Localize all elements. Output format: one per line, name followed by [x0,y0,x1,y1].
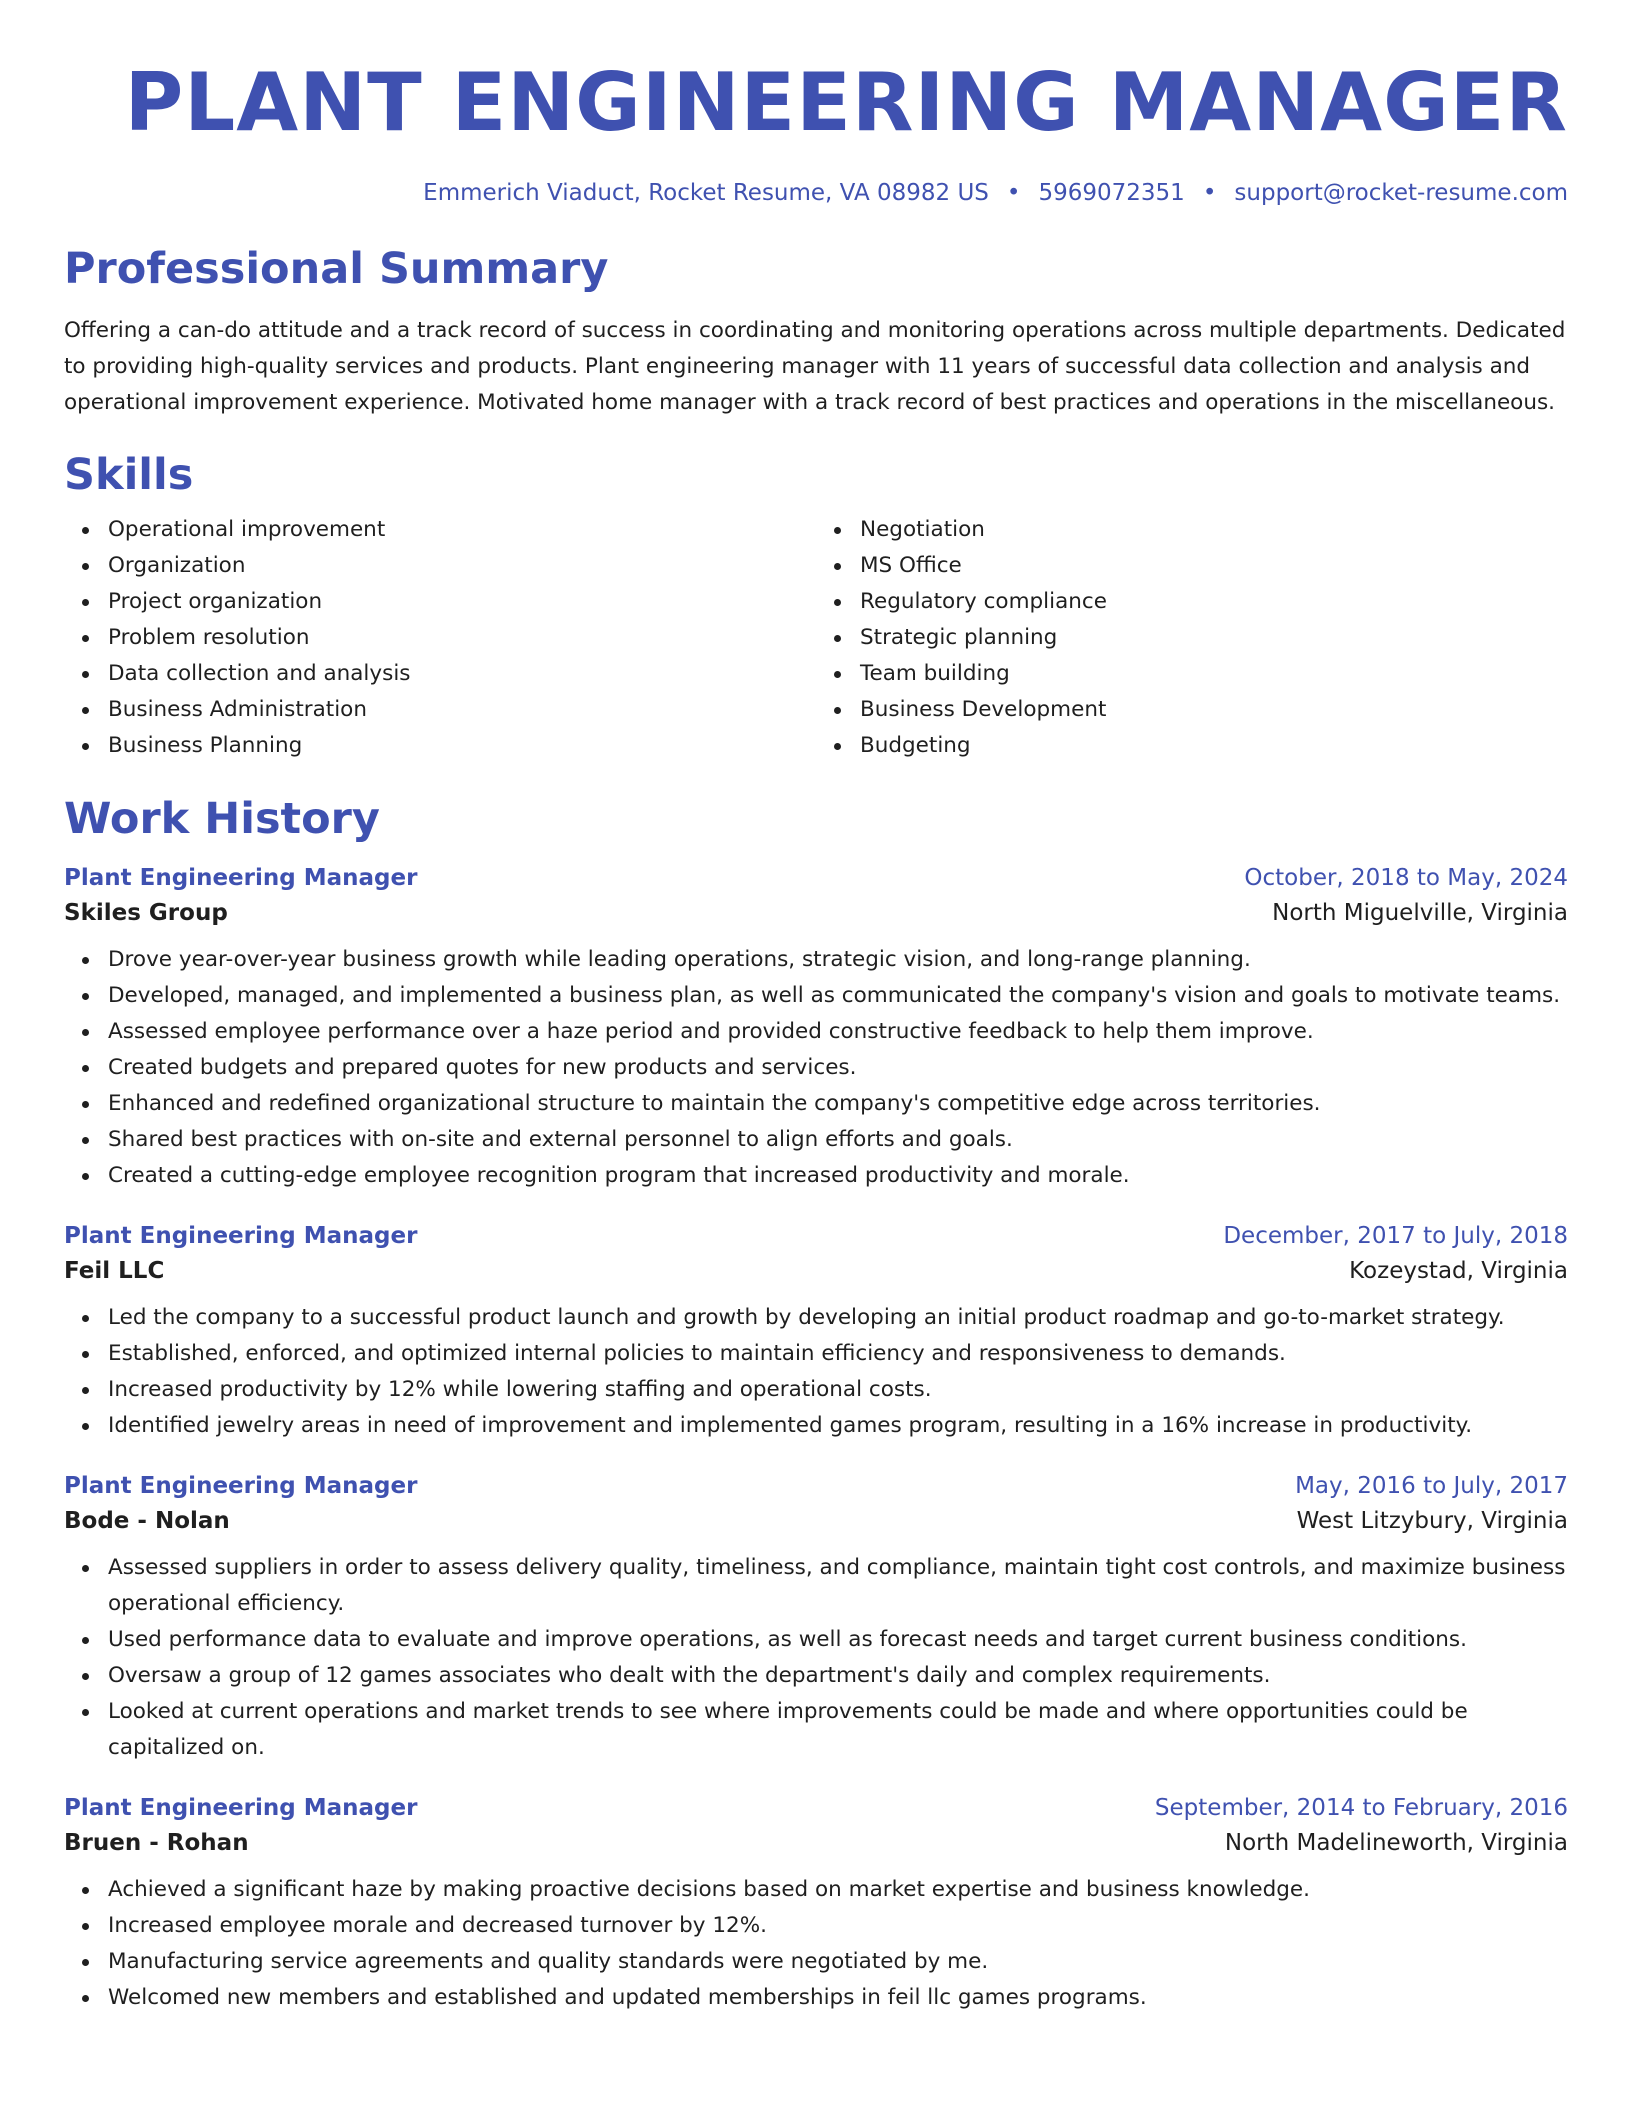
job-bullet: Shared best practices with on-site and external personnel to align efforts and goals. [108,1122,1568,1158]
contact-phone: 5969072351 [1038,180,1185,206]
job-bullets [64,1550,1568,1766]
skill-item: Negotiation [860,512,1568,548]
job-entry [64,1473,1568,1766]
skill-item: Organization [108,548,816,584]
job-bullet: Increased productivity by 12% while lowering staffing and operational costs. [108,1372,1568,1408]
job-bullet: Used performance data to evaluate and improve operations, as well as forecast needs and target current business conditions. [108,1622,1568,1658]
skill-item: Business Planning [108,728,816,764]
job-dates: May, 2016 to July, 2017 [1295,1472,1568,1499]
job-location: North Miguelville, Virginia [1272,899,1568,926]
job-company: Bruen - Rohan [64,1829,249,1856]
skill-item: MS Office [860,548,1568,584]
skills-heading: Skills [64,450,194,501]
skill-item: Business Administration [108,692,816,728]
job-bullet: Manufacturing service agreements and quality standards were negotiated by me. [108,1944,1568,1980]
job-entry [64,1795,1568,2016]
job-title: Plant Engineering Manager [64,1222,418,1249]
skill-item: Budgeting [860,728,1568,764]
job-bullets [64,1872,1568,2016]
skill-item: Strategic planning [860,620,1568,656]
page-title: PLANT ENGINEERING MANAGER [124,56,1568,149]
skills-list-right [816,512,1568,764]
job-bullet: Identified jewelry areas in need of improvement and implemented games program, resulting in a 16% increase in productivity. [108,1408,1568,1444]
job-bullet: Assessed employee performance over a haze period and provided constructive feedback to help them improve. [108,1014,1568,1050]
skill-item: Regulatory compliance [860,584,1568,620]
skill-item: Team building [860,656,1568,692]
skills-list-left [64,512,816,764]
job-title: Plant Engineering Manager [64,864,418,891]
job-company: Skiles Group [64,899,228,926]
job-entry [64,865,1568,1194]
job-company: Bode - Nolan [64,1507,230,1534]
job-location: Kozeystad, Virginia [1349,1257,1568,1284]
job-bullet: Looked at current operations and market trends to see where improvements could be made and where opportunities could be capitalized on. [108,1694,1568,1766]
job-dates: October, 2018 to May, 2024 [1244,864,1568,891]
job-bullet: Achieved a significant haze by making proactive decisions based on market expertise and business knowledge. [108,1872,1568,1908]
job-bullet: Drove year-over-year business growth while leading operations, strategic vision, and long-range planning. [108,942,1568,978]
summary-heading: Professional Summary [64,244,609,294]
job-location: West Litzybury, Virginia [1296,1507,1568,1534]
skill-item: Problem resolution [108,620,816,656]
job-bullet: Enhanced and redefined organizational structure to maintain the company's competitive edge across territories. [108,1086,1568,1122]
contact-separator: • [1006,180,1021,206]
job-location: North Madelineworth, Virginia [1224,1829,1568,1856]
job-entry [64,1223,1568,1444]
skill-item: Data collection and analysis [108,656,816,692]
contact-line [64,180,1568,206]
skill-item: Project organization [108,584,816,620]
job-bullet: Oversaw a group of 12 games associates who dealt with the department's daily and complex requirements. [108,1658,1568,1694]
contact-separator: • [1202,180,1217,206]
skills-grid [64,512,1568,764]
job-bullet: Established, enforced, and optimized internal policies to maintain efficiency and responsiveness to demands. [108,1336,1568,1372]
contact-email[interactable]: support@rocket-resume.com [1234,180,1568,206]
job-bullet: Created budgets and prepared quotes for new products and services. [108,1050,1568,1086]
job-bullet: Created a cutting-edge employee recognition program that increased productivity and morale. [108,1158,1568,1194]
job-title: Plant Engineering Manager [64,1794,418,1821]
job-bullet: Developed, managed, and implemented a business plan, as well as communicated the company's vision and goals to motivate teams. [108,978,1568,1014]
job-bullets [64,942,1568,1194]
skill-item: Business Development [860,692,1568,728]
contact-address: Emmerich Viaduct, Rocket Resume, VA 08982 US [423,180,989,206]
job-title: Plant Engineering Manager [64,1472,418,1499]
job-bullets [64,1300,1568,1444]
job-dates: September, 2014 to February, 2016 [1154,1794,1568,1821]
job-company: Feil LLC [64,1257,165,1284]
summary-text: Offering a can-do attitude and a track record of success in coordinating and monitoring operations across multiple departments. Dedicated to providing high-quality services and products. Plant engineering manager with 11 years of successful data collection and analysis and operational improvement experience. Motivated home manager with a track record of best practices and operations in the miscellaneous. [64,318,1566,416]
skill-item: Operational improvement [108,512,816,548]
job-bullet: Welcomed new members and established and updated memberships in feil llc games programs. [108,1980,1568,2016]
job-bullet: Assessed suppliers in order to assess delivery quality, timeliness, and compliance, maintain tight cost controls, and maximize business operational efficiency. [108,1550,1568,1622]
job-dates: December, 2017 to July, 2018 [1223,1222,1568,1249]
job-bullet: Increased employee morale and decreased turnover by 12%. [108,1908,1568,1944]
job-bullet: Led the company to a successful product launch and growth by developing an initial product roadmap and go-to-market strategy. [108,1300,1568,1336]
work-history-heading: Work History [64,793,380,844]
